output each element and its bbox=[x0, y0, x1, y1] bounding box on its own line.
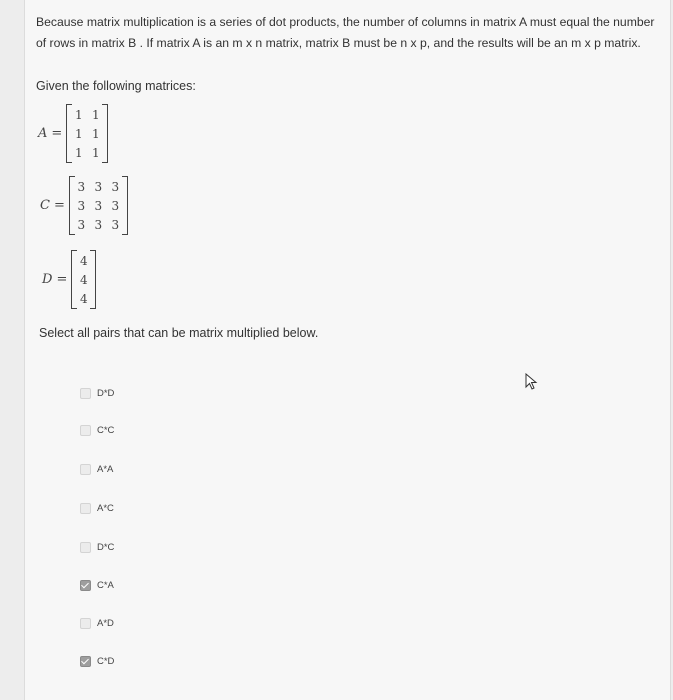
option-label: A*A bbox=[97, 464, 114, 475]
option-a-c[interactable] bbox=[80, 503, 114, 514]
checkbox[interactable] bbox=[80, 503, 91, 514]
option-d-d[interactable] bbox=[80, 388, 114, 399]
checkbox[interactable] bbox=[80, 464, 91, 475]
matrix-c-cell: 3 bbox=[94, 217, 103, 232]
matrix-c bbox=[40, 176, 128, 235]
matrix-a-brackets bbox=[66, 104, 108, 163]
checkbox[interactable] bbox=[80, 618, 91, 629]
checkbox-checked[interactable] bbox=[80, 656, 91, 667]
matrix-a bbox=[38, 104, 108, 163]
matrix-c-cell: 3 bbox=[94, 179, 103, 194]
matrix-a-cell: 1 bbox=[91, 145, 100, 160]
matrix-a-label: A = bbox=[38, 126, 63, 141]
matrix-d-cell: 4 bbox=[80, 253, 88, 268]
checkbox[interactable] bbox=[80, 388, 91, 399]
select-prompt: Select all pairs that can be matrix multiplied below. bbox=[39, 326, 319, 340]
option-label: D*C bbox=[97, 542, 115, 553]
matrix-d bbox=[42, 250, 96, 309]
option-label: C*C bbox=[97, 425, 115, 436]
matrix-c-cell: 3 bbox=[111, 217, 120, 232]
option-a-d[interactable] bbox=[80, 618, 114, 629]
question-card bbox=[24, 0, 671, 700]
option-d-c[interactable] bbox=[80, 542, 114, 553]
option-label: A*D bbox=[97, 618, 114, 629]
option-c-d[interactable] bbox=[80, 656, 114, 667]
option-a-a[interactable] bbox=[80, 464, 113, 475]
matrix-a-cell: 1 bbox=[74, 145, 83, 160]
option-label: D*D bbox=[97, 388, 115, 399]
option-label: C*A bbox=[97, 580, 114, 591]
matrix-c-cell: 3 bbox=[94, 198, 103, 213]
matrix-c-label: C = bbox=[40, 198, 65, 213]
given-label: Given the following matrices: bbox=[36, 79, 196, 93]
option-c-c[interactable] bbox=[80, 425, 114, 436]
option-label: C*D bbox=[97, 656, 115, 667]
matrix-c-cell: 3 bbox=[77, 198, 86, 213]
matrix-d-label: D = bbox=[42, 272, 68, 287]
matrix-a-cell: 1 bbox=[91, 107, 100, 122]
matrix-d-brackets bbox=[71, 250, 96, 309]
matrix-c-cell: 3 bbox=[111, 179, 120, 194]
matrix-a-cell: 1 bbox=[91, 126, 100, 141]
option-label: A*C bbox=[97, 503, 114, 514]
checkbox[interactable] bbox=[80, 425, 91, 436]
option-c-a[interactable] bbox=[80, 580, 114, 591]
matrix-a-cell: 1 bbox=[74, 126, 83, 141]
matrix-c-cell: 3 bbox=[77, 217, 86, 232]
matrix-c-brackets bbox=[69, 176, 128, 235]
matrix-d-cell: 4 bbox=[80, 291, 88, 306]
matrix-c-cell: 3 bbox=[77, 179, 86, 194]
mouse-cursor-icon bbox=[525, 373, 539, 391]
matrix-c-cell: 3 bbox=[111, 198, 120, 213]
checkbox-checked[interactable] bbox=[80, 580, 91, 591]
checkbox[interactable] bbox=[80, 542, 91, 553]
matrix-d-cell: 4 bbox=[80, 272, 88, 287]
question-intro: Because matrix multiplication is a series of dot products, the number of columns in matrix A must equal the number of rows in matrix B . If matrix A is an m x n matrix, matrix B must be n x p, and the results will be an m x p matrix. bbox=[36, 15, 655, 50]
matrix-a-cell: 1 bbox=[74, 107, 83, 122]
